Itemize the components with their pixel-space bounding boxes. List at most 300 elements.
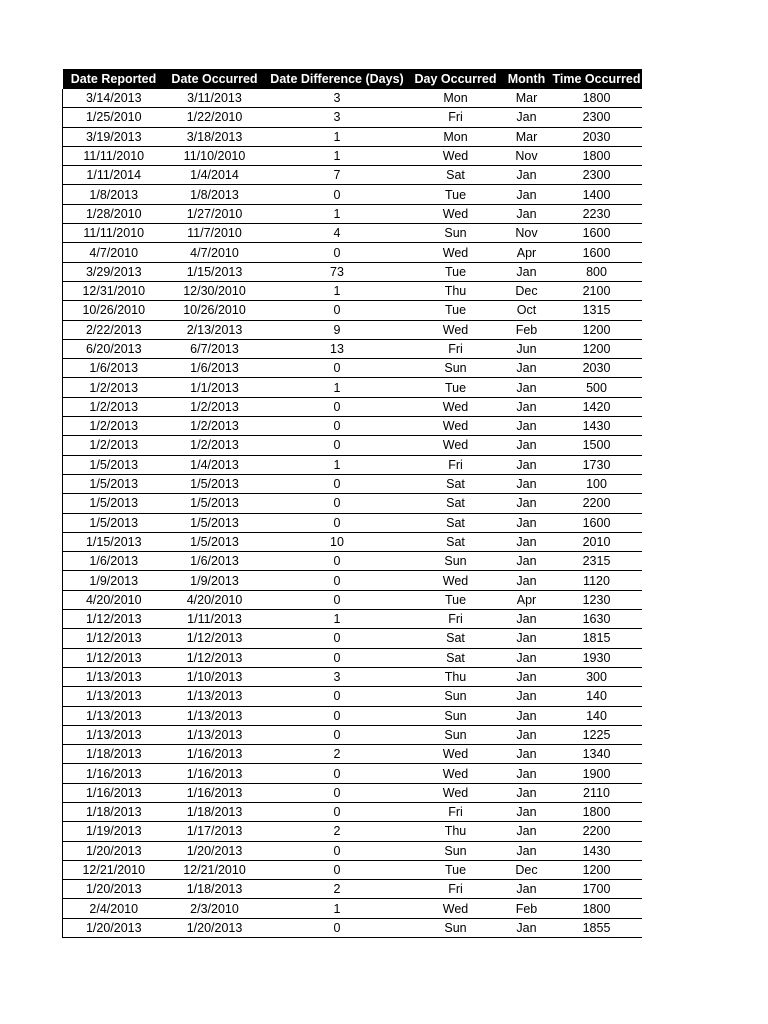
date-reported-cell: 1/13/2013 [63, 687, 165, 706]
month-cell: Apr [502, 243, 552, 262]
day-occurred-cell: Wed [410, 397, 502, 416]
table-header [63, 69, 642, 89]
date-reported-cell: 1/20/2013 [63, 918, 165, 937]
time-occurred-cell: 1900 [552, 764, 642, 783]
month-cell: Oct [502, 301, 552, 320]
day-occurred-cell: Sun [410, 706, 502, 725]
date-reported-cell: 1/12/2013 [63, 610, 165, 629]
date-reported-cell: 1/13/2013 [63, 706, 165, 725]
date-reported-cell: 2/22/2013 [63, 320, 165, 339]
date-difference-cell: 0 [265, 185, 410, 204]
day-occurred-cell: Wed [410, 899, 502, 918]
date-reported-cell: 1/5/2013 [63, 513, 165, 532]
table-row [63, 166, 642, 185]
table-row [63, 552, 642, 571]
time-occurred-cell: 2230 [552, 204, 642, 223]
date-difference-cell: 0 [265, 706, 410, 725]
date-reported-cell: 1/5/2013 [63, 455, 165, 474]
date-reported-cell: 1/16/2013 [63, 764, 165, 783]
date-reported-cell: 6/20/2013 [63, 339, 165, 358]
date-reported-cell: 1/6/2013 [63, 359, 165, 378]
table-row [63, 899, 642, 918]
header-date-reported: Date Reported [63, 69, 165, 89]
table-row [63, 629, 642, 648]
day-occurred-cell: Fri [410, 455, 502, 474]
date-difference-cell: 0 [265, 802, 410, 821]
date-difference-cell: 0 [265, 436, 410, 455]
date-occurred-cell: 1/15/2013 [165, 262, 265, 281]
time-occurred-cell: 1800 [552, 89, 642, 108]
time-occurred-cell: 1340 [552, 745, 642, 764]
date-reported-cell: 1/2/2013 [63, 378, 165, 397]
date-reported-cell: 1/11/2014 [63, 166, 165, 185]
date-difference-cell: 0 [265, 494, 410, 513]
day-occurred-cell: Sun [410, 687, 502, 706]
day-occurred-cell: Fri [410, 610, 502, 629]
date-occurred-cell: 6/7/2013 [165, 339, 265, 358]
date-difference-cell: 9 [265, 320, 410, 339]
table-row [63, 667, 642, 686]
table-row [63, 397, 642, 416]
month-cell: Jan [502, 725, 552, 744]
date-difference-cell: 0 [265, 629, 410, 648]
day-occurred-cell: Tue [410, 262, 502, 281]
date-difference-cell: 2 [265, 880, 410, 899]
date-occurred-cell: 1/6/2013 [165, 552, 265, 571]
date-difference-cell: 0 [265, 687, 410, 706]
date-reported-cell: 12/31/2010 [63, 281, 165, 300]
table-row [63, 571, 642, 590]
table-row [63, 243, 642, 262]
table-row [63, 417, 642, 436]
day-occurred-cell: Wed [410, 320, 502, 339]
month-cell: Nov [502, 224, 552, 243]
date-difference-cell: 1 [265, 899, 410, 918]
month-cell: Jan [502, 629, 552, 648]
time-occurred-cell: 1800 [552, 802, 642, 821]
time-occurred-cell: 1800 [552, 899, 642, 918]
date-difference-cell: 0 [265, 474, 410, 493]
table-row [63, 378, 642, 397]
date-difference-cell: 0 [265, 590, 410, 609]
month-cell: Jan [502, 204, 552, 223]
time-occurred-cell: 2300 [552, 166, 642, 185]
date-reported-cell: 10/26/2010 [63, 301, 165, 320]
time-occurred-cell: 2010 [552, 532, 642, 551]
time-occurred-cell: 1230 [552, 590, 642, 609]
month-cell: Jan [502, 494, 552, 513]
time-occurred-cell: 1730 [552, 455, 642, 474]
time-occurred-cell: 1200 [552, 320, 642, 339]
day-occurred-cell: Tue [410, 860, 502, 879]
date-difference-cell: 1 [265, 281, 410, 300]
month-cell: Mar [502, 127, 552, 146]
month-cell: Jan [502, 513, 552, 532]
date-difference-cell: 1 [265, 610, 410, 629]
date-difference-cell: 2 [265, 822, 410, 841]
date-occurred-cell: 1/16/2013 [165, 783, 265, 802]
date-occurred-cell: 1/13/2013 [165, 725, 265, 744]
date-reported-cell: 1/5/2013 [63, 494, 165, 513]
day-occurred-cell: Mon [410, 127, 502, 146]
time-occurred-cell: 140 [552, 706, 642, 725]
table-row [63, 339, 642, 358]
date-occurred-cell: 10/26/2010 [165, 301, 265, 320]
date-reported-cell: 1/12/2013 [63, 648, 165, 667]
day-occurred-cell: Fri [410, 339, 502, 358]
date-reported-cell: 1/18/2013 [63, 745, 165, 764]
date-difference-cell: 7 [265, 166, 410, 185]
month-cell: Feb [502, 899, 552, 918]
date-difference-cell: 0 [265, 918, 410, 937]
date-difference-cell: 0 [265, 397, 410, 416]
date-occurred-cell: 1/22/2010 [165, 108, 265, 127]
date-reported-cell: 1/6/2013 [63, 552, 165, 571]
table-row [63, 648, 642, 667]
time-occurred-cell: 1630 [552, 610, 642, 629]
date-reported-cell: 11/11/2010 [63, 224, 165, 243]
month-cell: Jan [502, 918, 552, 937]
date-difference-cell: 0 [265, 359, 410, 378]
table-row [63, 745, 642, 764]
month-cell: Jan [502, 455, 552, 474]
date-occurred-cell: 1/8/2013 [165, 185, 265, 204]
header-time-occurred: Time Occurred [552, 69, 642, 89]
date-occurred-cell: 1/13/2013 [165, 706, 265, 725]
date-reported-cell: 1/20/2013 [63, 841, 165, 860]
month-cell: Jan [502, 841, 552, 860]
month-cell: Jan [502, 436, 552, 455]
day-occurred-cell: Tue [410, 590, 502, 609]
time-occurred-cell: 2100 [552, 281, 642, 300]
day-occurred-cell: Sun [410, 918, 502, 937]
date-reported-cell: 1/12/2013 [63, 629, 165, 648]
month-cell: Jan [502, 706, 552, 725]
day-occurred-cell: Sat [410, 629, 502, 648]
time-occurred-cell: 2200 [552, 494, 642, 513]
table-row [63, 822, 642, 841]
date-occurred-cell: 1/12/2013 [165, 629, 265, 648]
day-occurred-cell: Tue [410, 185, 502, 204]
day-occurred-cell: Sat [410, 513, 502, 532]
header-month: Month [502, 69, 552, 89]
table-row [63, 204, 642, 223]
time-occurred-cell: 1430 [552, 417, 642, 436]
day-occurred-cell: Wed [410, 571, 502, 590]
date-reported-cell: 4/20/2010 [63, 590, 165, 609]
table-row [63, 783, 642, 802]
day-occurred-cell: Sat [410, 166, 502, 185]
date-difference-cell: 73 [265, 262, 410, 281]
day-occurred-cell: Mon [410, 89, 502, 108]
date-reported-cell: 1/19/2013 [63, 822, 165, 841]
date-occurred-cell: 1/5/2013 [165, 513, 265, 532]
date-reported-cell: 1/15/2013 [63, 532, 165, 551]
table-row [63, 687, 642, 706]
time-occurred-cell: 1430 [552, 841, 642, 860]
date-difference-cell: 0 [265, 841, 410, 860]
month-cell: Jan [502, 667, 552, 686]
time-occurred-cell: 1400 [552, 185, 642, 204]
table-row [63, 513, 642, 532]
date-occurred-cell: 1/20/2013 [165, 841, 265, 860]
date-reported-cell: 1/18/2013 [63, 802, 165, 821]
day-occurred-cell: Sat [410, 532, 502, 551]
header-day-occurred: Day Occurred [410, 69, 502, 89]
date-reported-cell: 1/9/2013 [63, 571, 165, 590]
date-difference-cell: 4 [265, 224, 410, 243]
date-occurred-cell: 11/7/2010 [165, 224, 265, 243]
table-row [63, 764, 642, 783]
date-reported-cell: 1/13/2013 [63, 667, 165, 686]
month-cell: Jan [502, 648, 552, 667]
date-occurred-cell: 1/17/2013 [165, 822, 265, 841]
month-cell: Jan [502, 108, 552, 127]
date-occurred-cell: 1/16/2013 [165, 745, 265, 764]
month-cell: Jan [502, 822, 552, 841]
header-row [63, 69, 642, 89]
date-reported-cell: 1/2/2013 [63, 417, 165, 436]
date-difference-cell: 1 [265, 146, 410, 165]
date-reported-cell: 12/21/2010 [63, 860, 165, 879]
table-row [63, 841, 642, 860]
time-occurred-cell: 1930 [552, 648, 642, 667]
day-occurred-cell: Sun [410, 552, 502, 571]
month-cell: Jan [502, 571, 552, 590]
date-reported-cell: 2/4/2010 [63, 899, 165, 918]
month-cell: Jan [502, 880, 552, 899]
day-occurred-cell: Wed [410, 146, 502, 165]
table-row [63, 706, 642, 725]
date-difference-cell: 0 [265, 860, 410, 879]
table-row [63, 474, 642, 493]
time-occurred-cell: 100 [552, 474, 642, 493]
date-reported-cell: 11/11/2010 [63, 146, 165, 165]
time-occurred-cell: 140 [552, 687, 642, 706]
date-difference-cell: 1 [265, 378, 410, 397]
time-occurred-cell: 1500 [552, 436, 642, 455]
month-cell: Jan [502, 397, 552, 416]
day-occurred-cell: Wed [410, 764, 502, 783]
month-cell: Mar [502, 89, 552, 108]
date-occurred-cell: 4/7/2010 [165, 243, 265, 262]
date-difference-cell: 0 [265, 648, 410, 667]
time-occurred-cell: 1855 [552, 918, 642, 937]
date-occurred-cell: 1/12/2013 [165, 648, 265, 667]
table-row [63, 532, 642, 551]
month-cell: Jan [502, 687, 552, 706]
date-reported-cell: 1/8/2013 [63, 185, 165, 204]
date-occurred-cell: 1/18/2013 [165, 802, 265, 821]
date-occurred-cell: 1/2/2013 [165, 436, 265, 455]
date-occurred-cell: 12/21/2010 [165, 860, 265, 879]
date-difference-cell: 0 [265, 243, 410, 262]
day-occurred-cell: Sun [410, 841, 502, 860]
data-table [62, 69, 642, 938]
date-difference-cell: 2 [265, 745, 410, 764]
table-row [63, 320, 642, 339]
month-cell: Jan [502, 745, 552, 764]
month-cell: Jan [502, 532, 552, 551]
date-difference-cell: 3 [265, 667, 410, 686]
table-row [63, 262, 642, 281]
day-occurred-cell: Wed [410, 745, 502, 764]
table-row [63, 610, 642, 629]
day-occurred-cell: Wed [410, 417, 502, 436]
day-occurred-cell: Wed [410, 243, 502, 262]
date-reported-cell: 1/20/2013 [63, 880, 165, 899]
date-occurred-cell: 1/5/2013 [165, 532, 265, 551]
table-row [63, 880, 642, 899]
time-occurred-cell: 2110 [552, 783, 642, 802]
date-difference-cell: 0 [265, 513, 410, 532]
month-cell: Jan [502, 783, 552, 802]
time-occurred-cell: 2200 [552, 822, 642, 841]
table-row [63, 301, 642, 320]
date-occurred-cell: 1/13/2013 [165, 687, 265, 706]
date-occurred-cell: 4/20/2010 [165, 590, 265, 609]
day-occurred-cell: Fri [410, 108, 502, 127]
day-occurred-cell: Fri [410, 802, 502, 821]
time-occurred-cell: 2300 [552, 108, 642, 127]
date-difference-cell: 0 [265, 725, 410, 744]
table-row [63, 494, 642, 513]
time-occurred-cell: 1200 [552, 339, 642, 358]
date-difference-cell: 0 [265, 301, 410, 320]
date-reported-cell: 1/28/2010 [63, 204, 165, 223]
table-row [63, 725, 642, 744]
time-occurred-cell: 1700 [552, 880, 642, 899]
day-occurred-cell: Tue [410, 378, 502, 397]
date-difference-cell: 0 [265, 764, 410, 783]
table-row [63, 185, 642, 204]
time-occurred-cell: 1600 [552, 243, 642, 262]
day-occurred-cell: Thu [410, 281, 502, 300]
date-reported-cell: 1/25/2010 [63, 108, 165, 127]
date-reported-cell: 1/16/2013 [63, 783, 165, 802]
day-occurred-cell: Wed [410, 436, 502, 455]
table-row [63, 860, 642, 879]
date-occurred-cell: 2/13/2013 [165, 320, 265, 339]
date-occurred-cell: 1/6/2013 [165, 359, 265, 378]
time-occurred-cell: 1800 [552, 146, 642, 165]
table-row [63, 224, 642, 243]
table-row [63, 802, 642, 821]
day-occurred-cell: Sun [410, 725, 502, 744]
date-occurred-cell: 1/5/2013 [165, 474, 265, 493]
month-cell: Jan [502, 378, 552, 397]
time-occurred-cell: 800 [552, 262, 642, 281]
month-cell: Jan [502, 552, 552, 571]
date-reported-cell: 3/14/2013 [63, 89, 165, 108]
time-occurred-cell: 1120 [552, 571, 642, 590]
table-row [63, 127, 642, 146]
table-row [63, 146, 642, 165]
date-occurred-cell: 1/18/2013 [165, 880, 265, 899]
time-occurred-cell: 1225 [552, 725, 642, 744]
day-occurred-cell: Thu [410, 667, 502, 686]
date-difference-cell: 0 [265, 571, 410, 590]
date-occurred-cell: 1/1/2013 [165, 378, 265, 397]
date-reported-cell: 1/13/2013 [63, 725, 165, 744]
time-occurred-cell: 1315 [552, 301, 642, 320]
date-reported-cell: 1/2/2013 [63, 397, 165, 416]
table-row [63, 590, 642, 609]
time-occurred-cell: 1420 [552, 397, 642, 416]
header-date-occurred: Date Occurred [165, 69, 265, 89]
date-occurred-cell: 1/16/2013 [165, 764, 265, 783]
table-body [63, 89, 642, 938]
month-cell: Jan [502, 359, 552, 378]
date-occurred-cell: 1/2/2013 [165, 397, 265, 416]
month-cell: Jan [502, 764, 552, 783]
time-occurred-cell: 1815 [552, 629, 642, 648]
date-occurred-cell: 1/11/2013 [165, 610, 265, 629]
day-occurred-cell: Wed [410, 783, 502, 802]
day-occurred-cell: Sat [410, 648, 502, 667]
month-cell: Jan [502, 185, 552, 204]
month-cell: Jan [502, 802, 552, 821]
table-row [63, 918, 642, 937]
date-difference-cell: 3 [265, 108, 410, 127]
time-occurred-cell: 500 [552, 378, 642, 397]
time-occurred-cell: 1600 [552, 513, 642, 532]
month-cell: Jan [502, 262, 552, 281]
date-occurred-cell: 12/30/2010 [165, 281, 265, 300]
date-occurred-cell: 1/2/2013 [165, 417, 265, 436]
date-occurred-cell: 3/18/2013 [165, 127, 265, 146]
date-occurred-cell: 3/11/2013 [165, 89, 265, 108]
date-occurred-cell: 1/27/2010 [165, 204, 265, 223]
time-occurred-cell: 1200 [552, 860, 642, 879]
month-cell: Apr [502, 590, 552, 609]
day-occurred-cell: Thu [410, 822, 502, 841]
date-occurred-cell: 1/4/2014 [165, 166, 265, 185]
time-occurred-cell: 1600 [552, 224, 642, 243]
date-reported-cell: 4/7/2010 [63, 243, 165, 262]
date-occurred-cell: 1/9/2013 [165, 571, 265, 590]
date-occurred-cell: 11/10/2010 [165, 146, 265, 165]
table-row [63, 359, 642, 378]
table-row [63, 455, 642, 474]
date-difference-cell: 0 [265, 552, 410, 571]
date-difference-cell: 0 [265, 417, 410, 436]
date-reported-cell: 1/5/2013 [63, 474, 165, 493]
date-occurred-cell: 1/10/2013 [165, 667, 265, 686]
month-cell: Jan [502, 610, 552, 629]
date-difference-cell: 3 [265, 89, 410, 108]
month-cell: Jun [502, 339, 552, 358]
date-occurred-cell: 1/4/2013 [165, 455, 265, 474]
month-cell: Nov [502, 146, 552, 165]
month-cell: Jan [502, 474, 552, 493]
table-row [63, 281, 642, 300]
time-occurred-cell: 2315 [552, 552, 642, 571]
day-occurred-cell: Sun [410, 224, 502, 243]
time-occurred-cell: 2030 [552, 359, 642, 378]
day-occurred-cell: Tue [410, 301, 502, 320]
date-difference-cell: 1 [265, 204, 410, 223]
date-occurred-cell: 1/5/2013 [165, 494, 265, 513]
date-occurred-cell: 1/20/2013 [165, 918, 265, 937]
day-occurred-cell: Sat [410, 494, 502, 513]
date-difference-cell: 10 [265, 532, 410, 551]
table-row [63, 436, 642, 455]
day-occurred-cell: Sun [410, 359, 502, 378]
month-cell: Dec [502, 281, 552, 300]
table-row [63, 108, 642, 127]
time-occurred-cell: 300 [552, 667, 642, 686]
